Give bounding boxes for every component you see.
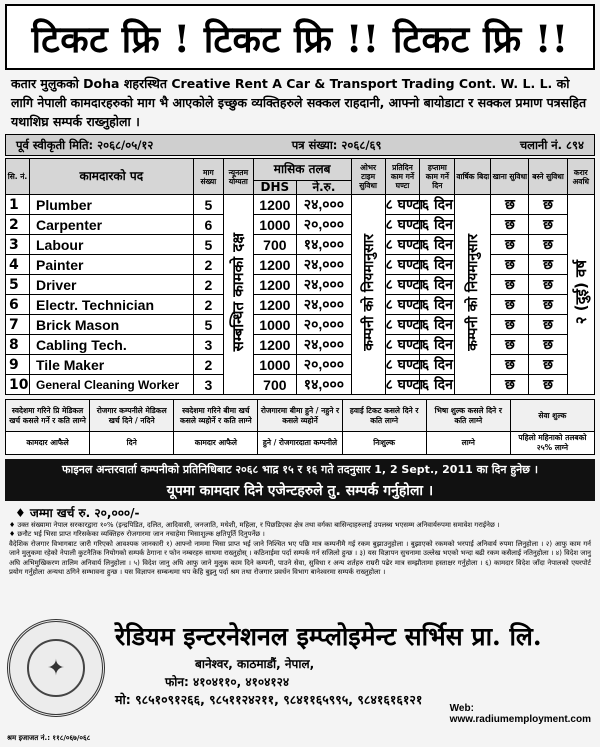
table-row bbox=[6, 335, 595, 355]
table-row bbox=[6, 355, 595, 375]
row-stay: छ bbox=[529, 335, 567, 355]
total-cost: ♦ जम्मा खर्च रु. २०,०००/- bbox=[15, 506, 140, 520]
row-position: Labour bbox=[29, 235, 193, 255]
row-food: छ bbox=[491, 355, 529, 375]
row-food: छ bbox=[491, 275, 529, 295]
row-position: General Cleaning Worker bbox=[29, 375, 193, 395]
row-demand: 5 bbox=[193, 315, 224, 335]
table-row bbox=[6, 235, 595, 255]
table-row bbox=[6, 195, 595, 215]
row-days: ६ दिन bbox=[420, 235, 455, 255]
agency-web bbox=[450, 703, 591, 725]
row-dhs: 1000 bbox=[253, 215, 297, 235]
facility-answer: पहिलो महिनाको तलबको २५% लाग्ने bbox=[510, 432, 594, 455]
agency-mobile: मो: ९८५१०९१२६६, ९८५११२४२११, ९८४११६५९९५, ९८४१६१६१२१ bbox=[115, 692, 423, 707]
row-demand: 2 bbox=[193, 275, 224, 295]
row-demand: 5 bbox=[193, 235, 224, 255]
row-sn: 9 bbox=[6, 355, 30, 375]
col-weekly-days: हप्तामा काम गर्ने दिन bbox=[420, 159, 455, 195]
facility-question: सेवा शुल्क bbox=[510, 400, 594, 432]
facility-answer: निःशुल्क bbox=[342, 432, 426, 455]
row-stay: छ bbox=[529, 355, 567, 375]
row-position: Driver bbox=[29, 275, 193, 295]
row-position: Tile Maker bbox=[29, 355, 193, 375]
table-row bbox=[6, 255, 595, 275]
row-sn: 6 bbox=[6, 295, 30, 315]
row-food: छ bbox=[491, 235, 529, 255]
overtime-merged: कम्पनी को नियमानुसार bbox=[351, 195, 385, 395]
row-stay: छ bbox=[529, 215, 567, 235]
table-row bbox=[6, 275, 595, 295]
col-npr: ने.रु. bbox=[297, 181, 352, 195]
row-position: Brick Mason bbox=[29, 315, 193, 335]
facility-question: रोजगार कम्पनीले मेडिकल खर्च दिने / नदिने bbox=[90, 400, 174, 432]
note-visa-compensation: ♦ छनौट भई भिसा प्राप्त गरिसकेका व्यक्तिहरु रोजगारमा जान नचाहेमा भिसाशुल्क क्षतिपूर्ति दिनुपर्नेछ । bbox=[9, 530, 265, 539]
row-dhs: 700 bbox=[253, 375, 297, 395]
row-npr: २४,००० bbox=[297, 255, 352, 275]
letter-number: पत्र संख्या: २०६८/६९ bbox=[291, 137, 382, 152]
row-npr: १४,००० bbox=[297, 235, 352, 255]
row-hours: ८ घण्टा bbox=[385, 215, 420, 235]
row-demand: 6 bbox=[193, 215, 224, 235]
row-dhs: 1200 bbox=[253, 195, 297, 215]
col-daily-hours: प्रतिदिन काम गर्ने घण्टा bbox=[385, 159, 420, 195]
row-npr: १४,००० bbox=[297, 375, 352, 395]
row-hours: ८ घण्टा bbox=[385, 275, 420, 295]
agency-name: रेडियम इन्टरनेशनल इम्प्लोइमेन्ट सर्भिस प्रा. लि. bbox=[115, 622, 542, 651]
row-dhs: 1000 bbox=[253, 315, 297, 335]
row-days: ६ दिन bbox=[420, 255, 455, 275]
row-stay: छ bbox=[529, 255, 567, 275]
col-food: खाना सुविधा bbox=[491, 159, 529, 195]
col-overtime: ओभर टाइम सुविधा bbox=[351, 159, 385, 195]
col-contract: करार अवधि bbox=[567, 159, 594, 195]
row-food: छ bbox=[491, 335, 529, 355]
table-row bbox=[6, 295, 595, 315]
row-demand: 2 bbox=[193, 295, 224, 315]
table-row bbox=[6, 375, 595, 395]
facility-answer: कामदार आफैले bbox=[6, 432, 90, 455]
row-food: छ bbox=[491, 375, 529, 395]
web-label: Web: bbox=[449, 703, 474, 714]
row-hours: ८ घण्टा bbox=[385, 255, 420, 275]
row-sn: 5 bbox=[6, 275, 30, 295]
row-sn: 10 bbox=[6, 375, 30, 395]
row-demand: 5 bbox=[193, 195, 224, 215]
row-npr: २०,००० bbox=[297, 215, 352, 235]
row-dhs: 1200 bbox=[253, 275, 297, 295]
row-stay: छ bbox=[529, 295, 567, 315]
row-stay: छ bbox=[529, 375, 567, 395]
agency-phone: फोन: ४१०४११०, ४१०४१२४ bbox=[165, 675, 290, 689]
license-number: श्रम इजाजत नं.: ११८/०६७/०६८ bbox=[7, 734, 91, 742]
row-sn: 2 bbox=[6, 215, 30, 235]
row-stay: छ bbox=[529, 315, 567, 335]
facility-question: स्वदेशमा गरिने प्रि मेडिकल खर्च कसले गर्ने र कति लाग्ने bbox=[6, 400, 90, 432]
row-demand: 3 bbox=[193, 375, 224, 395]
annual-leave-merged: कम्पनी को नियमानुसार bbox=[455, 195, 491, 395]
row-stay: छ bbox=[529, 275, 567, 295]
col-qualification: न्यूनतम योग्यता bbox=[224, 159, 253, 195]
row-days: ६ दिन bbox=[420, 295, 455, 315]
row-hours: ८ घण्टा bbox=[385, 195, 420, 215]
row-position: Carpenter bbox=[29, 215, 193, 235]
facility-question: हवाई टिकट कसले दिने र कति लाग्ने bbox=[342, 400, 426, 432]
row-demand: 2 bbox=[193, 355, 224, 375]
row-hours: ८ घण्टा bbox=[385, 375, 420, 395]
contract-merged: २ (दुई) वर्ष bbox=[567, 195, 594, 395]
col-salary: मासिक तलब bbox=[253, 159, 351, 181]
row-days: ६ दिन bbox=[420, 195, 455, 215]
intro-paragraph: कतार मुलुकको Doha शहरस्थित Creative Rent A Car & Transport Trading Cont. W. L. L. को लागि नेपाली कामदारहरुको माग भै आएकोले इच्छुक व्यक्तिहरुले सक्कल राहदानी, आफ्नो बायोडाटा र सक्कल प्रमाण पत्रसहित यथाशिघ्र सम्पर्क राख्नुहोला । bbox=[11, 76, 587, 129]
row-sn: 3 bbox=[6, 235, 30, 255]
row-dhs: 700 bbox=[253, 235, 297, 255]
row-dhs: 1200 bbox=[253, 335, 297, 355]
row-days: ६ दिन bbox=[420, 215, 455, 235]
row-sn: 7 bbox=[6, 315, 30, 335]
row-days: ६ दिन bbox=[420, 355, 455, 375]
row-food: छ bbox=[491, 195, 529, 215]
row-hours: ८ घण्टा bbox=[385, 295, 420, 315]
row-sn: 8 bbox=[6, 335, 30, 355]
col-annual-leave: वार्षिक बिदा bbox=[455, 159, 491, 195]
row-dhs: 1000 bbox=[253, 355, 297, 375]
row-position: Cabling Tech. bbox=[29, 335, 193, 355]
facility-question: भिषा शुल्क कसले दिने र कति लाग्ने bbox=[426, 400, 510, 432]
col-position: कामदारको पद bbox=[29, 159, 193, 195]
facility-answer: कामदार आफैले bbox=[174, 432, 258, 455]
row-hours: ८ घण्टा bbox=[385, 235, 420, 255]
agency-seal-icon: ✦ bbox=[7, 619, 105, 717]
facility-question: रोजगारमा बीमा हुने / नहुने र कसले व्यहोर्ने bbox=[258, 400, 342, 432]
meta-bar bbox=[5, 134, 595, 156]
row-food: छ bbox=[491, 255, 529, 275]
row-npr: २४,००० bbox=[297, 275, 352, 295]
row-npr: २०,००० bbox=[297, 315, 352, 335]
facility-question: स्वदेशमा गरिने बीमा खर्च कसले व्यहोर्ने र कति लाग्ने bbox=[174, 400, 258, 432]
jobs-table bbox=[5, 158, 595, 395]
agent-notice: यूपमा कामदार दिने एजेन्टहरुले तु. सम्पर्क गर्नुहोला । bbox=[5, 479, 595, 501]
web-url[interactable]: www.radiumemployment.com bbox=[449, 714, 591, 725]
interview-deadline: फाइनल अन्तरवार्ता कम्पनीको प्रतिनिधिबाट २०६८ भाद्र १५ र १६ गते तदनुसार 1, 2 Sept., 2011 का दिन हुनेछ । bbox=[5, 459, 595, 479]
row-position: Electr. Technician bbox=[29, 295, 193, 315]
row-sn: 1 bbox=[6, 195, 30, 215]
row-days: ६ दिन bbox=[420, 275, 455, 295]
row-days: ६ दिन bbox=[420, 315, 455, 335]
row-position: Painter bbox=[29, 255, 193, 275]
col-accommodation: बस्ने सुविधा bbox=[529, 159, 567, 195]
row-position: Plumber bbox=[29, 195, 193, 215]
headline: टिकट फ्रि ! टिकट फ्रि !! टिकट फ्रि !! bbox=[5, 4, 595, 70]
row-dhs: 1200 bbox=[253, 295, 297, 315]
row-food: छ bbox=[491, 315, 529, 335]
row-food: छ bbox=[491, 215, 529, 235]
row-dhs: 1200 bbox=[253, 255, 297, 275]
row-stay: छ bbox=[529, 235, 567, 255]
row-npr: २०,००० bbox=[297, 355, 352, 375]
row-hours: ८ घण्टा bbox=[385, 315, 420, 335]
row-hours: ८ घण्टा bbox=[385, 355, 420, 375]
row-stay: छ bbox=[529, 195, 567, 215]
row-demand: 2 bbox=[193, 255, 224, 275]
col-dhs: DHS bbox=[253, 181, 297, 195]
note-quota: ♦ उक्त संख्यामा नेपाल सरकारद्वारा १०% (इन्द्रपिडित, दलित, आदिवासी, जनजाति, मधेशी, महिला, र पिछडिएका क्षेत्र तथा वर्गका बासिन्दाहरुलाई उपलब्ध भएसम्म अनिवार्यरुपमा समावेश गराईनेछ । bbox=[9, 521, 500, 529]
dispatch-number: चलानी नं. ८९४ bbox=[519, 137, 584, 152]
table-row bbox=[6, 315, 595, 335]
row-sn: 4 bbox=[6, 255, 30, 275]
qualification-merged: सम्बन्धित कामको दक्ष bbox=[224, 195, 253, 395]
agency-footer bbox=[5, 615, 595, 743]
facility-answer: हुने / रोजगारदाता कम्पनीले bbox=[258, 432, 342, 455]
agency-address: बानेश्वर, काठमाडौं, नेपाल, bbox=[195, 657, 315, 671]
row-npr: २४,००० bbox=[297, 295, 352, 315]
col-demand: माग संख्या bbox=[193, 159, 224, 195]
col-sn: सि. नं. bbox=[6, 159, 30, 195]
row-npr: २४,००० bbox=[297, 195, 352, 215]
note-department-info: वैदेशिक रोजगार विभागबाट जारी गरिएको आवश्यक जानकारी १) आफ्नो नाममा भिसा प्राप्त भई जाने निश्चित भए पछि मात्र कम्पनीमै गई रकम बुझाउनुहोला । बुझाएको रकमको भरपाई अनिवार्य रुपमा लिनुहोला । २) आफु काम गर्न जाने मुलुकमा रहेको नेपाली कुटनैतिक नियोगको सम्पर्क ठेगाना र फोन नम्बरहरु साथमा राख्नुहोस् । कठिनाईमा पर्दा सम्पर्क गर्न सजिलो हुन्छ । ३) यस विज्ञापन सुचनामा उल्लेख भएको भन्दा बढी रकम कसैलाई नतिनुहोला । ४) विदेश जानु अघि अभिमुखिकरण तालिम अनिवार्य लिनुहोला । ५) विदेश जानु अघि आफु जाने मुलुक काम दिने कम्पनी, पाउने सेवा, सुविधा र अन्य शर्तहरु राम्ररी पढेर मात्र सम्झौतामा हस्ताक्षर गर्नुहोला । ६) कामदार विदेश जाँदा नेपालको एयरपोर्ट प्रयोग गर्नुहोला अन्यथा ठगिने सम्भावना हुन्छ । यस विज्ञापन सम्बन्धमा थप केहि बुझ्नु पर्दा श्रम तथा रोजगार प्रवर्धन विभाग बानेश्वरमा सम्पर्क राख्नुहोला । bbox=[9, 539, 591, 577]
approval-date: पूर्व स्वीकृती मिति: २०६८/०५/१२ bbox=[16, 137, 154, 152]
facility-answer: लाग्ने bbox=[426, 432, 510, 455]
row-hours: ८ घण्टा bbox=[385, 335, 420, 355]
facility-answer: दिने bbox=[90, 432, 174, 455]
row-food: छ bbox=[491, 295, 529, 315]
facilities-table bbox=[5, 399, 595, 455]
row-npr: २४,००० bbox=[297, 335, 352, 355]
table-row bbox=[6, 215, 595, 235]
row-days: ६ दिन bbox=[420, 375, 455, 395]
row-demand: 3 bbox=[193, 335, 224, 355]
row-days: ६ दिन bbox=[420, 335, 455, 355]
